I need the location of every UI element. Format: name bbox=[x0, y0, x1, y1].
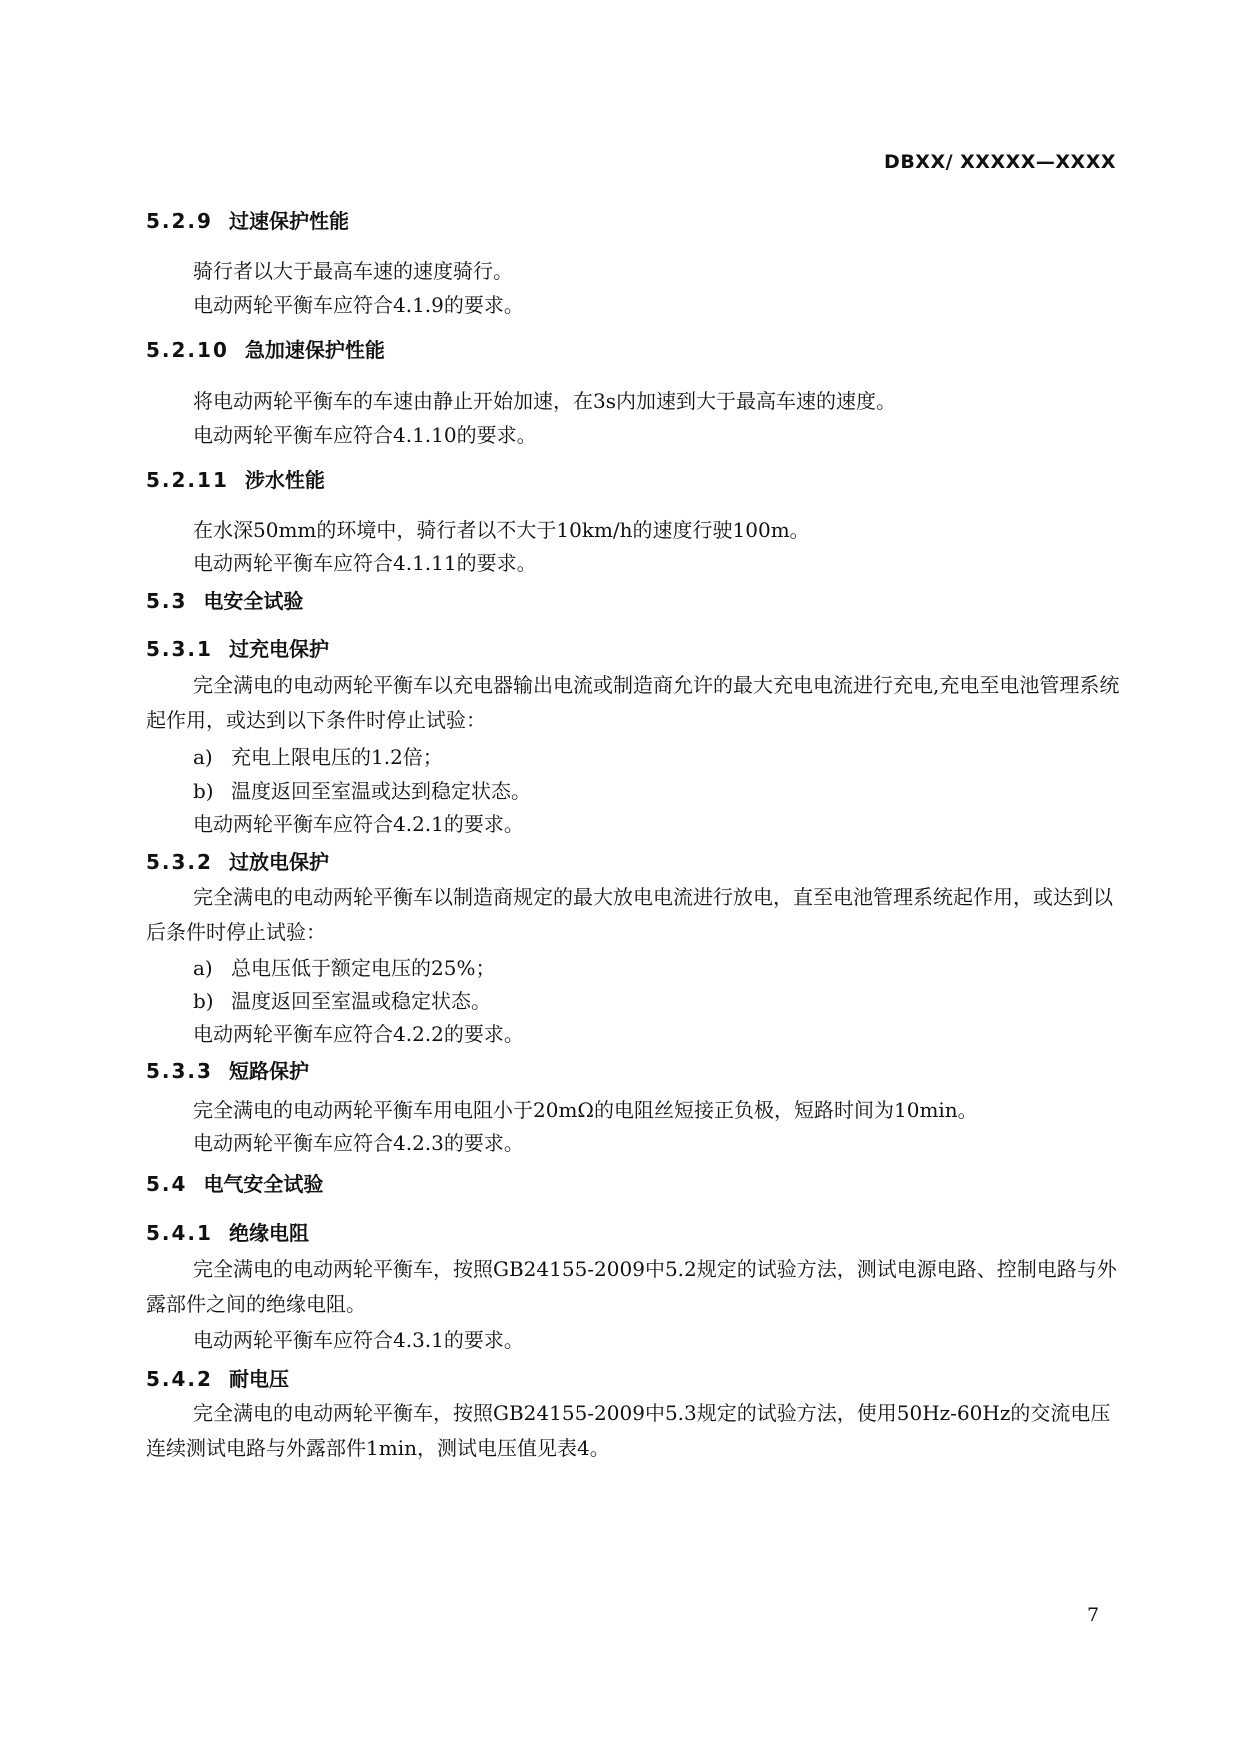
section-heading-5-3-3 bbox=[146, 1055, 309, 1084]
paragraph: 完全满电的电动两轮平衡车用电阻小于20mΩ的电阻丝短接正负极，短路时间为10min。 bbox=[193, 1098, 978, 1122]
document-number: DBXX/ XXXXX—XXXX bbox=[884, 151, 1116, 173]
section-title: 过速保护性能 bbox=[228, 209, 349, 233]
paragraph: 将电动两轮平衡车的车速由静止开始加速，在3s内加速到大于最高车速的速度。 bbox=[193, 389, 896, 413]
section-heading-5-2-11 bbox=[146, 464, 325, 493]
list-text: 充电上限电压的1.2倍； bbox=[231, 745, 443, 769]
paragraph: 电动两轮平衡车应符合4.2.3的要求。 bbox=[193, 1131, 524, 1155]
paragraph: 电动两轮平衡车应符合4.1.11的要求。 bbox=[193, 551, 537, 575]
paragraph: 完全满电的电动两轮平衡车以充电器输出电流或制造商允许的最大充电电流进行充电,充电至电池管理系统起作用，或达到以下条件时停止试验： bbox=[146, 673, 1120, 732]
paragraph: 电动两轮平衡车应符合4.3.1的要求。 bbox=[193, 1328, 524, 1352]
section-title: 短路保护 bbox=[228, 1059, 309, 1083]
section-heading-5-3-1 bbox=[146, 633, 329, 662]
list-label: b) bbox=[193, 779, 214, 803]
paragraph: 在水深50mm的环境中，骑行者以不大于10km/h的速度行驶100m。 bbox=[193, 518, 810, 542]
section-title: 电安全试验 bbox=[203, 589, 304, 613]
list-label: a) bbox=[193, 745, 213, 769]
section-number: 5.3.1 bbox=[146, 637, 213, 661]
section-heading-5-4 bbox=[146, 1168, 323, 1197]
paragraph: 完全满电的电动两轮平衡车以制造商规定的最大放电电流进行放电，直至电池管理系统起作用，或达到以后条件时停止试验： bbox=[146, 885, 1113, 944]
section-heading-5-4-1 bbox=[146, 1217, 309, 1246]
section-title: 过充电保护 bbox=[228, 637, 329, 661]
section-number: 5.3 bbox=[146, 589, 188, 613]
list-item bbox=[193, 985, 491, 1014]
paragraph: 电动两轮平衡车应符合4.1.9的要求。 bbox=[193, 293, 524, 317]
section-title: 电气安全试验 bbox=[203, 1172, 324, 1196]
list-label: a) bbox=[193, 956, 213, 980]
section-heading-5-2-9 bbox=[146, 205, 349, 234]
section-number: 5.4 bbox=[146, 1172, 188, 1196]
section-title: 过放电保护 bbox=[228, 850, 329, 874]
paragraph: 完全满电的电动两轮平衡车，按照GB24155-2009中5.3规定的试验方法，使用50Hz-60Hz的交流电压连续测试电路与外露部件1min，测试电压值见表4。 bbox=[146, 1401, 1111, 1460]
page-number: 7 bbox=[1087, 1604, 1100, 1626]
list-label: b) bbox=[193, 989, 214, 1013]
section-number: 5.2.11 bbox=[146, 468, 229, 492]
list-text: 总电压低于额定电压的25%； bbox=[231, 956, 496, 980]
paragraph: 电动两轮平衡车应符合4.2.1的要求。 bbox=[193, 812, 524, 836]
paragraph: 完全满电的电动两轮平衡车，按照GB24155-2009中5.2规定的试验方法，测试电源电路、控制电路与外露部件之间的绝缘电阻。 bbox=[146, 1257, 1117, 1316]
section-number: 5.2.10 bbox=[146, 338, 229, 362]
list-item bbox=[193, 952, 495, 981]
section-heading-5-3 bbox=[146, 585, 303, 614]
section-number: 5.2.9 bbox=[146, 209, 213, 233]
list-text: 温度返回至室温或达到稳定状态。 bbox=[231, 779, 531, 803]
section-number: 5.3.3 bbox=[146, 1059, 213, 1083]
paragraph: 骑行者以大于最高车速的速度骑行。 bbox=[193, 259, 513, 283]
section-number: 5.3.2 bbox=[146, 850, 213, 874]
paragraph: 电动两轮平衡车应符合4.1.10的要求。 bbox=[193, 423, 537, 447]
section-heading-5-2-10 bbox=[146, 334, 385, 363]
section-heading-5-4-2 bbox=[146, 1363, 289, 1392]
section-number: 5.4.1 bbox=[146, 1221, 213, 1245]
list-item bbox=[193, 775, 531, 804]
section-title: 涉水性能 bbox=[244, 468, 325, 492]
section-title: 急加速保护性能 bbox=[244, 338, 385, 362]
section-title: 绝缘电阻 bbox=[228, 1221, 309, 1245]
section-heading-5-3-2 bbox=[146, 846, 329, 875]
section-title: 耐电压 bbox=[228, 1367, 289, 1391]
list-text: 温度返回至室温或稳定状态。 bbox=[231, 989, 491, 1013]
paragraph: 电动两轮平衡车应符合4.2.2的要求。 bbox=[193, 1022, 524, 1046]
section-number: 5.4.2 bbox=[146, 1367, 213, 1391]
list-item bbox=[193, 741, 443, 770]
